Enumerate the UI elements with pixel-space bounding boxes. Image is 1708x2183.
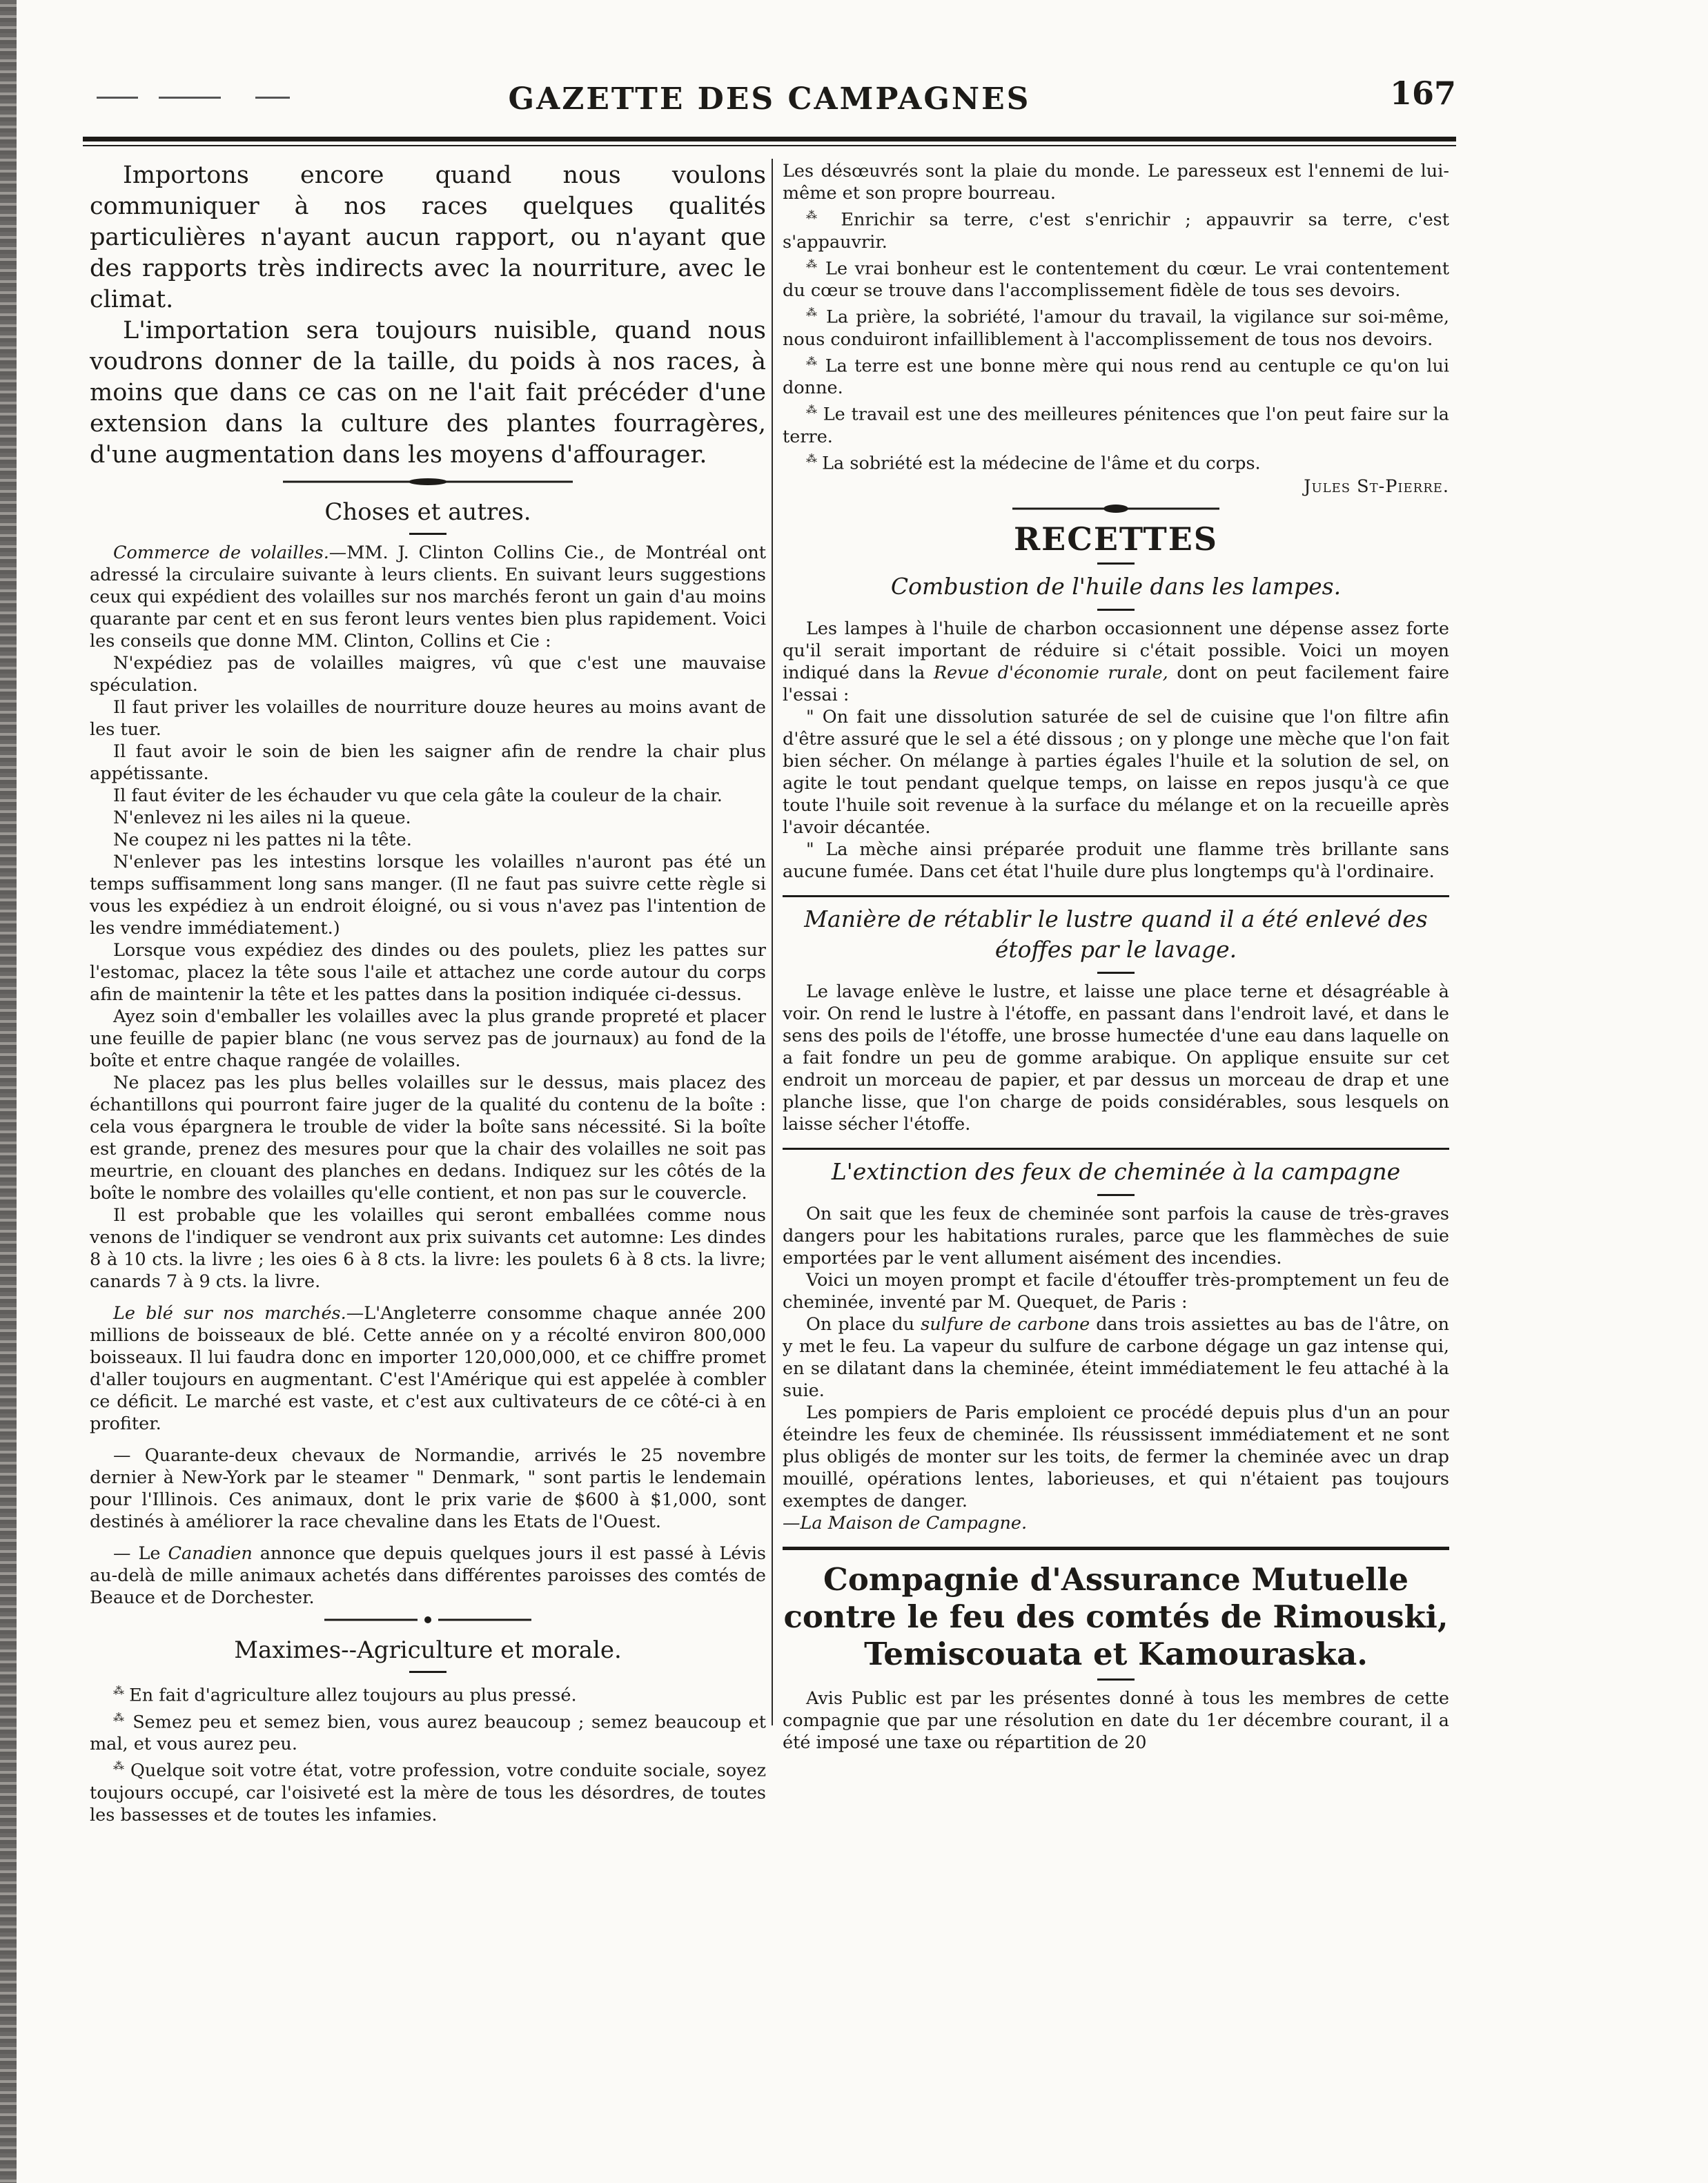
section-rule [783, 1547, 1449, 1550]
spacer [90, 1293, 766, 1302]
asterism-icon: ⁂ [113, 1759, 124, 1772]
recipe-paragraph: On place du sulfure de carbone dans trois assiettes au bas de l'âtre, on y met le feu. La vapeur du sulfure de carbone dégage un gaz intense qui, en se dilatant dans la cheminée, éteint immédiatement le feu attaché à la suie. [783, 1314, 1450, 1401]
title-rule [1097, 562, 1135, 565]
asterism-icon: ⁂ [113, 1684, 124, 1697]
lead-paragraph: Importons encore quand nous voulons communiquer à nos races quelques qualités particulières n'ayant aucun rapport, ou n'ayant que des rapports très indirects avec la nourriture, avec le climat. [90, 161, 766, 313]
section-ornament [283, 475, 573, 489]
article-paragraph: N'enlevez ni les ailes ni la queue. [113, 807, 411, 828]
recipe-paragraph: Les lampes à l'huile de charbon occasionnent une dépense assez forte qu'il serait important de réduire si c'était possible. Voici un moyen indiqué dans la Revue d'économie rurale, dont on peut facilement faire l'essai : [783, 618, 1450, 705]
article-paragraph: N'expédiez pas de volailles maigres, vû que c'est une mauvaise spéculation. [90, 653, 766, 696]
spacer [90, 1533, 766, 1543]
title-rule [1097, 972, 1135, 974]
recipe-paragraph: Les pompiers de Paris emploient ce procédé depuis plus d'un an pour éteindre les feux de cheminée. Ils réussissent immédiatement et ne sont plus obligés de monter sur les toits, de fermer la cheminée avec un drap mouillé, opérations lentes, laborieuses, et qui n'étaient pas toujours exemptes de danger. [783, 1402, 1449, 1511]
asterism-icon: ⁂ [806, 257, 818, 271]
asterism-icon: ⁂ [806, 354, 818, 368]
article-intro: Commerce de volailles.—MM. J. Clinton Collins Cie., de Montréal ont adressé la circulaire suivante à leurs clients. En suivant leurs suggestions ceux qui expédient des volailles sur nos marchés feront un gain d'au moins quarante par cent et en sus feront leurs ventes bien plus rapidement. Voici les conseils que donne MM. Clinton, Collins et Cie : [90, 542, 766, 652]
recipe-paragraph: Le lavage enlève le lustre, et laisse une place terne et désagréable à voir. On rend le lustre à l'étoffe, en passant dans l'endroit lavé, et dans le sens des poils de l'étoffe, une brosse humectée d'une eau dans laquelle on a fait fondre un peu de gomme arabique. On applique ensuite sur cet endroit un morceau de papier, et par dessus un morceau de drap et une planche lisse, que l'on charge de poids considérables, sous lesquels on laisse sécher l'étoffe. [783, 981, 1449, 1135]
maxim: Les désœuvrés sont la plaie du monde. Le paresseux est l'ennemi de lui-même et son propre bourreau. [783, 161, 1449, 204]
article-paragraph: — Quarante-deux chevaux de Normandie, arrivés le 25 novembre dernier à New-York par le steamer " Denmark, " sont partis le lendemain pour l'Illinois. Ces animaux, dont le prix varie de $600 à $1,000, sont destinés à améliorer la race chevaline dans les Etats de l'Ouest. [90, 1445, 766, 1532]
newspaper-title: GAZETTE DES CAMPAGNES [508, 81, 1031, 117]
recettes-heading: RECETTES [1013, 520, 1219, 558]
recipe-title: L'extinction des feux de cheminée à la campagne [831, 1158, 1401, 1185]
article-paragraph: Il faut priver les volailles de nourriture douze heures au moins avant de les tuer. [90, 697, 766, 740]
asterism-icon: ⁂ [806, 208, 826, 222]
signature: Jules St-Pierre. [1304, 476, 1449, 497]
article-paragraph: Ne coupez ni les pattes ni la tête. [113, 830, 412, 850]
maxim: ⁂ Le vrai bonheur est le contentement du cœur. Le vrai contentement du cœur se trouve dans l'accomplissement fidèle de tous ses devoirs. [783, 257, 1449, 301]
asterism-icon: ⁂ [806, 306, 818, 319]
maxim: ⁂ Le travail est une des meilleures pénitences que l'on peut faire sur la terre. [783, 403, 1450, 447]
article-paragraph: Il est probable que les volailles qui seront emballées comme nous venons de l'indiquer se vendront aux prix suivants cet automne: Les dindes 8 à 10 cts. la livre ; les oies 6 à 8 cts. la livre: les poulets 6 à 8 cts. la livre; canards 7 à 9 cts. la livre. [90, 1205, 766, 1292]
right-column [783, 160, 1449, 1754]
title-rule [409, 1671, 446, 1673]
maxim: ⁂ La terre est une bonne mère qui nous rend au centuple ce qu'on lui donne. [783, 354, 1450, 398]
maxim: ⁂ Enrichir sa terre, c'est s'enrichir ; appauvrir sa terre, c'est s'appauvrir. [783, 208, 1449, 253]
title-rule [1097, 1194, 1135, 1196]
title-rule [1097, 1678, 1135, 1681]
column-rule [772, 159, 773, 1725]
scan-edge [0, 0, 17, 2183]
section-ornament [324, 1613, 531, 1627]
section-rule [783, 1148, 1449, 1150]
article-paragraph: Ne placez pas les plus belles volailles sur le dessus, mais placez des échantillons qui pourront faire juger de la qualité du contenu de la boîte : cela vous épargnera le trouble de vider la boîte sans nécessité. Si la boîte est grande, prenez des mesures pour que la chair des volailles ne soit pas meurtrie, en clouant des planches en dedans. Indiquez sur les côtés de la boîte le nombre des volailles qu'elle contient, et non pas sur le couvercle. [90, 1073, 766, 1204]
article-paragraph: Il faut éviter de les échauder vu que cela gâte la couleur de la chair. [113, 785, 723, 806]
asterism-icon: ⁂ [113, 1710, 126, 1724]
article-paragraph: — Le Canadien annonce que depuis quelques jours il est passé à Lévis au-delà de mille animaux achetés dans différentes paroisses des comtés de Beauce et de Dorchester. [90, 1543, 766, 1608]
notice-paragraph: Avis Public est par les présentes donné à tous les membres de cette compagnie que par une résolution en date du 1er décembre courant, il a été imposé une taxe ou répartition de 20 [783, 1688, 1449, 1753]
maxim: ⁂ Quelque soit votre état, votre profession, votre conduite sociale, soyez toujours occupé, car l'oisiveté est la mère de tous les désordres, de toutes les bassesses et de toutes les infamies. [90, 1759, 767, 1825]
lead-text [90, 160, 766, 471]
maxim: ⁂ La sobriété est la médecine de l'âme et du corps. [806, 451, 1261, 473]
maxim: ⁂ Semez peu et semez bien, vous aurez beaucoup ; semez beaucoup et mal, et vous aurez peu. [90, 1710, 767, 1754]
asterism-icon: ⁂ [806, 451, 816, 465]
left-column [90, 160, 766, 1826]
maxim: ⁂ La prière, la sobriété, l'amour du travail, la vigilance sur soi-même, nous conduiront infailliblement à l'accomplissement de tous nos devoirs. [783, 306, 1450, 350]
recipe-paragraph: On sait que les feux de cheminée sont parfois la cause de très-graves dangers pour les habitations rurales, parce que les flammèches de suie emportées par le vent allument aisément des incendies. [783, 1204, 1449, 1269]
maxim: ⁂ En fait d'agriculture allez toujours au plus pressé. [113, 1684, 577, 1706]
company-notice-title: Compagnie d'Assurance Mutuelle contre le feu des comtés de Rimouski, Temiscouata et Kamouraska. [783, 1561, 1449, 1672]
header-rule [83, 137, 1456, 146]
recipe-source: —La Maison de Campagne. [783, 1513, 1028, 1534]
title-rule [409, 533, 446, 535]
title-rule [1097, 609, 1135, 611]
section-title: Maximes--Agriculture et morale. [234, 1636, 622, 1664]
page-number: 167 [1389, 75, 1456, 112]
recipe-paragraph: Voici un moyen prompt et facile d'étouffer très-promptement un feu de cheminée, inventé par M. Quequet, de Paris : [783, 1270, 1449, 1313]
spacer [90, 1435, 766, 1445]
article-paragraph: N'enlever pas les intestins lorsque les volailles n'auront pas été un temps suffisamment long sans manger. (Il ne faut pas suivre cette règle si vous les expédiez à un endroit éloigné, ou si vous n'avez pas l'intention de les vendre immédiatement.) [90, 852, 766, 939]
recipe-paragraph: " La mèche ainsi préparée produit une flamme très brillante sans aucune fumée. Dans cet état l'huile dure plus longtemps qu'à l'ordinaire. [783, 839, 1449, 882]
section-title: Choses et autres. [324, 498, 531, 526]
recipe-paragraph: " On fait une dissolution saturée de sel de cuisine que l'on filtre afin d'être assuré que le sel a été dissous ; on y plonge une mèche que l'on fait bien sécher. On mélange à parties égales l'huile et la solution de sel, on agite le tout pendant quelque temps, on laisse en repos jusqu'à ce que toute l'huile soit revenue à la surface du mélange et on la recueille après l'avoir décantée. [783, 707, 1449, 838]
recipe-title: Combustion de l'huile dans les lampes. [890, 573, 1342, 600]
asterism-icon: ⁂ [806, 403, 817, 416]
section-ornament [1012, 502, 1219, 516]
recipe-title: Manière de rétablir le lustre quand il a été enlevé des étoffes par le lavage. [804, 905, 1428, 963]
article-paragraph: Il faut avoir le soin de bien les saigner afin de rendre la chair plus appétissante. [90, 741, 766, 784]
article-paragraph: Lorsque vous expédiez des dindes ou des poulets, pliez les pattes sur l'estomac, placez la tête sous l'aile et attachez une corde autour du corps afin de maintenir la tête et les pattes dans la position indiquée ci-dessus. [90, 940, 766, 1005]
lead-paragraph: L'importation sera toujours nuisible, quand nous voudrons donner de la taille, du poids à nos races, à moins que dans ce cas on ne l'ait fait précéder d'une extension dans la culture des plantes fourragères, d'une augmentation dans les moyens d'affourager. [90, 317, 766, 469]
article-paragraph: Ayez soin d'emballer les volailles avec la plus grande propreté et placer une feuille de papier blanc (ne vous servez pas de journaux) au fond de la boîte et entre chaque rangée de volailles. [90, 1006, 766, 1071]
section-rule [783, 895, 1449, 897]
page-header [83, 75, 1456, 123]
article-intro: Le blé sur nos marchés.—L'Angleterre consomme chaque année 200 millions de boisseaux de blé. Cette année on y a récolté environ 800,000 boisseaux. Il lui faudra donc en importer 120,000,000, et ce chiffre promet d'aller toujours en augmentant. C'est l'Amérique qui est appelée à combler ce déficit. Le marché est vaste, et c'est aux cultivateurs de ce côté-ci à en profiter. [90, 1303, 766, 1434]
